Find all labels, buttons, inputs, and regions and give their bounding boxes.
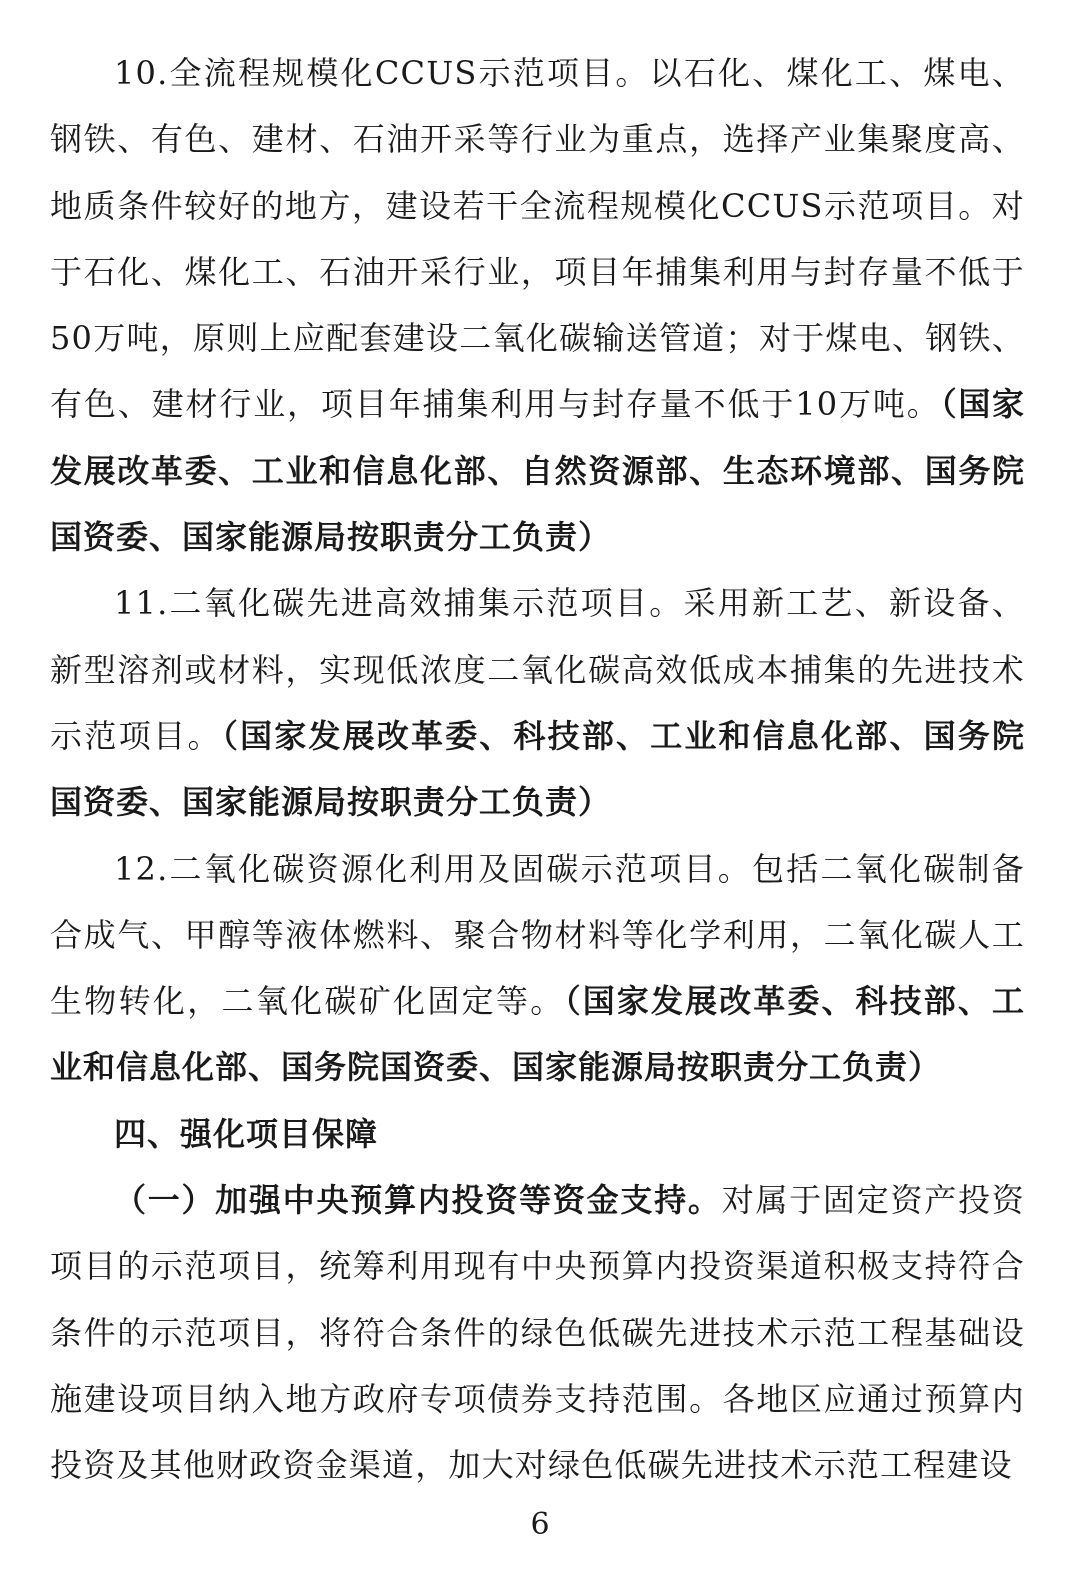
- document-page: [50, 40, 1025, 1499]
- paragraph-11-departments: （国家发展改革委、科技部、工业和信息化部、国务院国资委、国家能源局按职责分工负责）: [50, 716, 1025, 822]
- paragraph-11-capture: [50, 570, 1025, 835]
- paragraph-10-ccus: [50, 40, 1025, 570]
- subsection-lead: （一）加强中央预算内投资等资金支持。: [114, 1181, 722, 1220]
- page-number: 6: [530, 1507, 550, 1542]
- paragraph-12-departments: （国家发展改革委、科技部、工业和信息化部、国务院国资委、国家能源局按职责分工负责）: [50, 982, 1025, 1087]
- subsection-funding-support: [50, 1167, 1025, 1498]
- paragraph-10-departments: （国家发展改革委、工业和信息化部、自然资源部、生态环境部、国务院国资委、国家能源局按职责分工负责）: [50, 385, 1025, 557]
- paragraph-10-text: 10.全流程规模化CCUS示范项目。以石化、煤化工、煤电、钢铁、有色、建材、石油开采等行业为重点，选择产业集聚度高、地质条件较好的地方，建设若干全流程规模化CCUS示范项目。对于石化、煤化工、石油开采行业，项目年捕集利用与封存量不低于50万吨，原则上应配套建设二氧化碳输送管道；对于煤电、钢铁、有色、建材行业，项目年捕集利用与封存量不低于10万吨。: [50, 54, 1025, 424]
- paragraph-12-text: 12.二氧化碳资源化利用及固碳示范项目。包括二氧化碳制备合成气、甲醇等液体燃料、聚合物材料等化学利用，二氧化碳人工生物转化，二氧化碳矿化固定等。: [50, 849, 1025, 1021]
- paragraph-11-text: 11.二氧化碳先进高效捕集示范项目。采用新工艺、新设备、新型溶剂或材料，实现低浓度二氧化碳高效低成本捕集的先进技术示范项目。: [50, 584, 1025, 755]
- section-heading: 四、强化项目保障: [114, 1114, 379, 1153]
- subsection-text: 对属于固定资产投资项目的示范项目，统筹利用现有中央预算内投资渠道积极支持符合条件的示范项目，将符合条件的绿色低碳先进技术示范工程基础设施建设项目纳入地方政府专项债券支持范围。各地区应通过预算内投资及其他财政资金渠道，加大对绿色低碳先进技术示范工程建设: [50, 1181, 1025, 1485]
- paragraph-12-utilization: [50, 836, 1025, 1101]
